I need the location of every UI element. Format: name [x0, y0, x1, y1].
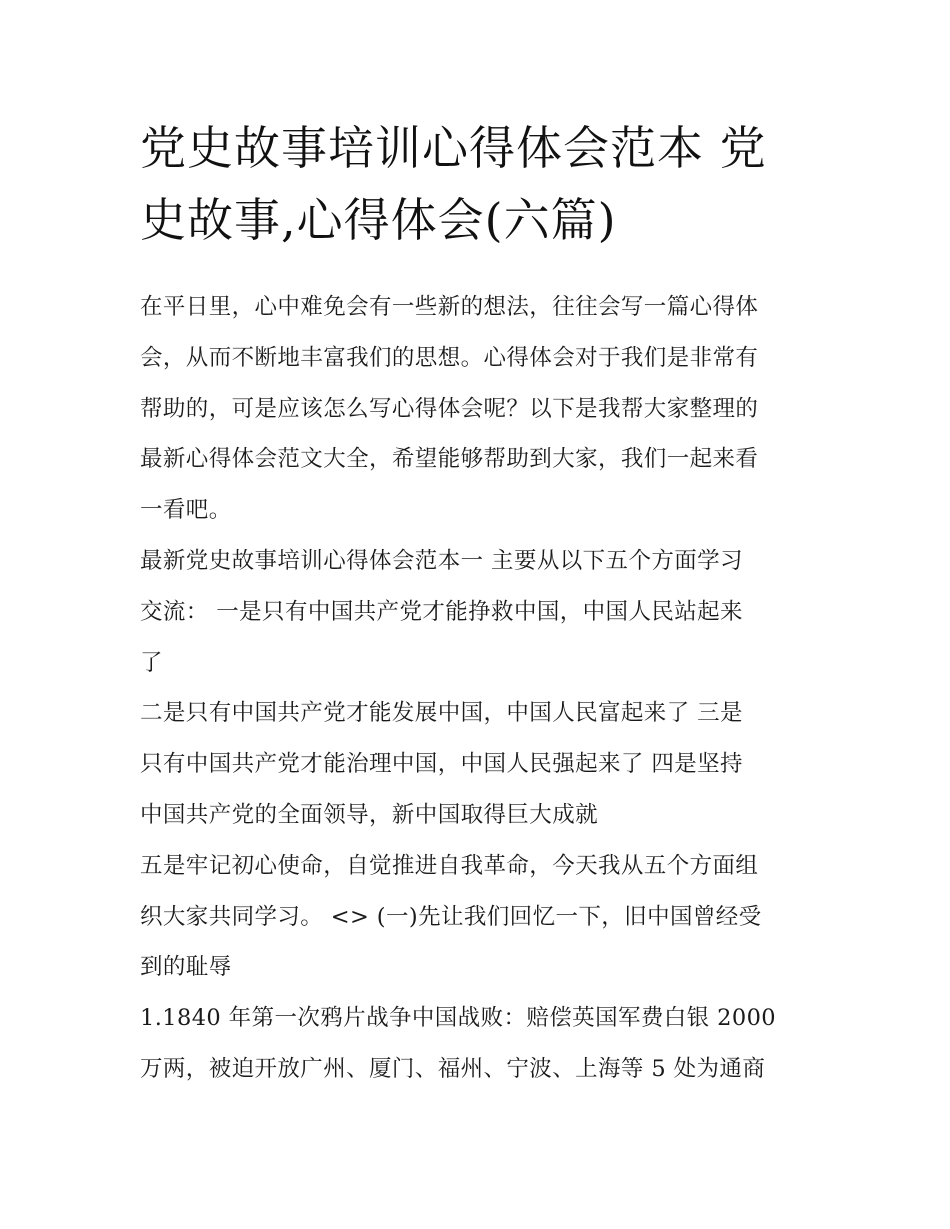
paragraph-intro — [140, 282, 816, 536]
text-line: 中国共产党的全面领导，新中国取得巨大成就 — [140, 801, 599, 828]
paragraph-points — [140, 688, 816, 840]
document-title — [140, 112, 820, 256]
text-line: 在平日里，心中难免会有一些新的想法，往往会写一篇心得体 — [140, 294, 759, 320]
text-line: 一看吧。 — [140, 497, 232, 524]
text-line: 到的耻辱 — [140, 954, 232, 981]
text-line: 最新党史故事培训心得体会范本一 主要从以下五个方面学习 — [140, 547, 743, 574]
text-line: 了 — [140, 649, 163, 676]
text-line: 五是牢记初心使命，自觉推进自我革命，今天我从五个方面组 — [140, 852, 759, 879]
paragraph-section-one — [140, 536, 816, 688]
title-line: 党史故事培训心得体会范本 党 — [140, 121, 767, 175]
paragraph-point-five — [140, 841, 816, 993]
document-body — [140, 282, 816, 1095]
text-line: 帮助的，可是应该怎么写心得体会呢？以下是我帮大家整理的 — [140, 395, 759, 422]
text-line: 只有中国共产党才能治理中国，中国人民强起来了 四是坚持 — [140, 751, 743, 778]
text-line: 最新心得体会范文大全，希望能够帮助到大家，我们一起来看 — [140, 446, 759, 473]
text-line: 1.1840 年第一次鸦片战争中国战败：赔偿英国军费白银 2000 — [140, 1005, 776, 1032]
text-line: 万两，被迫开放广州、厦门、福州、宁波、上海等 5 处为通商 — [140, 1055, 766, 1082]
text-line: 二是只有中国共产党才能发展中国，中国人民富起来了 三是 — [140, 700, 743, 727]
paragraph-history-item — [140, 993, 816, 1095]
text-line: 交流： 一是只有中国共产党才能挣救中国，中国人民站起来 — [140, 598, 743, 625]
text-line: 会，从而不断地丰富我们的思想。心得体会对于我们是非常有 — [140, 344, 759, 371]
text-line: 织大家共同学习。 <> (一)先让我们回忆一下，旧中国曾经受 — [140, 903, 762, 930]
title-line: 史故事,心得体会(六篇) — [140, 193, 617, 247]
